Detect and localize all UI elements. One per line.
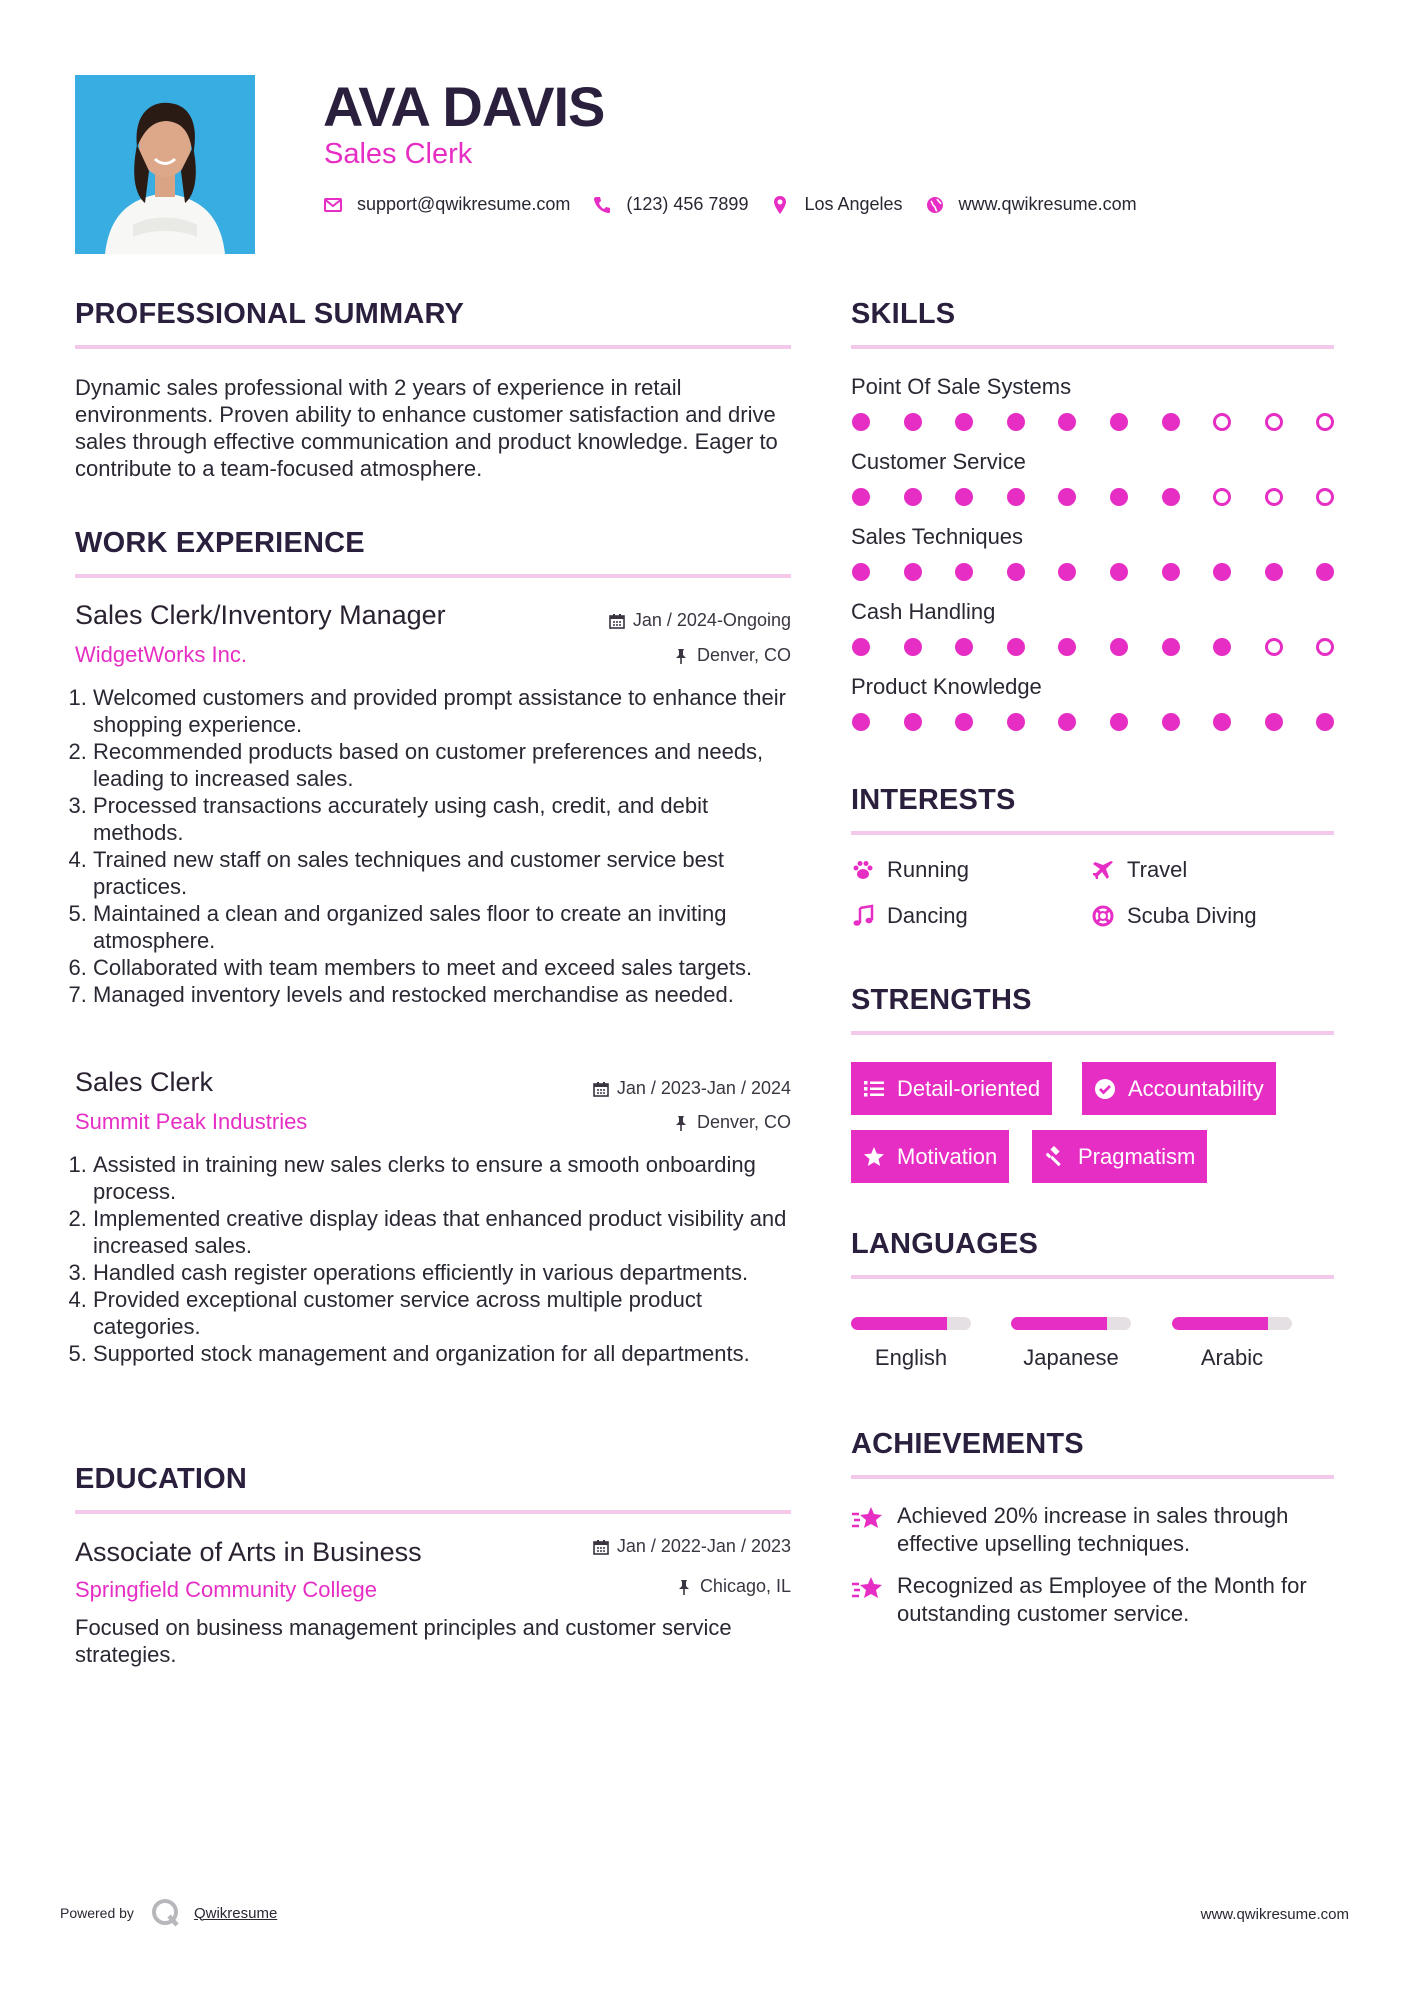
skill-dot-filled [955,488,973,506]
skill-dot-filled [1110,563,1128,581]
strengths-heading: STRENGTHS [851,984,1032,1016]
star-burst-icon [851,1504,885,1534]
skill-dot-filled [852,413,870,431]
contact-email[interactable] [323,194,570,215]
language-level-bar [851,1317,971,1330]
skill-dot-filled [904,488,922,506]
skill-dot-empty [1265,638,1283,656]
interest-item [1091,857,1187,883]
paw-icon [851,858,875,882]
calendar-icon [609,613,625,629]
skill-dot-filled [1162,638,1180,656]
list-item: 1. Welcomed customers and provided prompt assistance to enhance their shopping experience. [93,684,791,738]
interest-label: Travel [1127,857,1188,882]
skill-dot-filled [1213,713,1231,731]
website-text: www.qwikresume.com [958,194,1137,214]
strength-chip [851,1130,1009,1183]
skill-dot-filled [852,488,870,506]
job-location [520,1112,791,1133]
languages-heading: LANGUAGES [851,1228,1039,1260]
phone-text: (123) 456 7899 [626,194,749,214]
education-divider [75,1510,791,1514]
interest-label: Running [887,857,969,882]
skill-dot-filled [955,638,973,656]
language-name: Arabic [1200,1345,1264,1370]
contact-website[interactable] [925,194,1137,215]
achievements-divider [851,1475,1334,1479]
experience-divider [75,574,791,578]
achievement-text: Achieved 20% increase in sales through effective upselling techniques. [897,1503,1289,1556]
skill-dot-filled [1058,488,1076,506]
skill-dot-filled [955,563,973,581]
interests-heading: INTERESTS [851,784,1016,816]
skill-dot-filled [1110,638,1128,656]
skill-dot-filled [1007,413,1025,431]
gavel-icon [1044,1146,1066,1168]
strength-label: Accountability [1128,1075,1264,1101]
skill-dot-filled [1213,563,1231,581]
skill-dot-empty [1213,488,1231,506]
interest-label: Dancing [887,903,968,928]
pushpin-icon [676,1579,692,1595]
education-location [520,1576,791,1597]
skill-dot-filled [852,638,870,656]
phone-icon [592,195,612,215]
skill-dot-filled [1162,713,1180,731]
strength-label: Pragmatism [1078,1143,1196,1169]
contact-bar [323,194,1159,215]
skill-dot-filled [904,413,922,431]
calendar-icon [593,1539,609,1555]
summary-heading: PROFESSIONAL SUMMARY [75,298,465,330]
skill-dot-empty [1213,413,1231,431]
language-level-bar [1172,1317,1292,1330]
job-dates [520,1078,791,1099]
skill-dot-filled [904,713,922,731]
contact-phone[interactable] [592,194,748,215]
interest-item [851,857,969,883]
candidate-name: AVA DAVIS [323,75,605,138]
skill-dot-filled [1213,638,1231,656]
language-level-fill [1011,1317,1107,1330]
job-company: Summit Peak Industries [75,1109,308,1134]
achievement-text: Recognized as Employee of the Month for outstanding customer service. [897,1573,1307,1626]
skill-dot-filled [1265,713,1283,731]
plane-icon [1091,858,1115,882]
education-dates [520,1536,791,1557]
language-level-bar [1011,1317,1131,1330]
language-level-fill [1172,1317,1268,1330]
envelope-icon [323,195,343,215]
email-text: support@qwikresume.com [357,194,571,214]
job-dates-text: Jan / 2024-Ongoing [632,610,791,630]
language-level-fill [851,1317,947,1330]
skill-dot-empty [1316,413,1334,431]
footer-website[interactable]: www.qwikresume.com [1200,1906,1349,1923]
calendar-icon [593,1081,609,1097]
location-text: Los Angeles [804,194,903,214]
education-location-text: Chicago, IL [699,1576,791,1596]
footer-powered-by [60,1897,277,1929]
skill-name: Cash Handling [851,599,996,624]
list-item: 7. Managed inventory levels and restocked merchandise as needed. [93,981,791,1008]
degree-title: Associate of Arts in Business [75,1537,422,1567]
list-item: 5. Maintained a clean and organized sales floor to create an inviting atmosphere. [93,900,791,954]
music-note-icon [851,904,875,928]
school-name: Springfield Community College [75,1577,378,1602]
skill-dot-filled [1162,563,1180,581]
job-title: Sales Clerk/Inventory Manager [75,600,446,630]
skill-dot-filled [904,638,922,656]
skill-dot-empty [1316,488,1334,506]
skill-dot-filled [1162,413,1180,431]
list-item: 1. Assisted in training new sales clerks to ensure a smooth onboarding process. [93,1151,791,1205]
education-heading: EDUCATION [75,1463,248,1495]
star-burst-icon [851,1574,885,1604]
job-location-text: Denver, CO [696,1112,791,1132]
job-bullets [75,684,791,1008]
list-item: 4. Provided exceptional customer service across multiple product categories. [93,1286,791,1340]
summary-text: Dynamic sales professional with 2 years of experience in retail environments. Proven ability to enhance customer satisfaction and drive sales through effective communication and product knowledge. Eager to contribute to a team-focused atmosphere. [75,375,778,481]
check-circle-icon [1094,1078,1116,1100]
skill-rating [852,488,1368,506]
strength-chip [851,1062,1052,1115]
list-item: 3. Processed transactions accurately using cash, credit, and debit methods. [93,792,791,846]
skill-dot-filled [1316,713,1334,731]
interest-label: Scuba Diving [1127,903,1257,928]
list-item: 3. Handled cash register operations efficiently in various departments. [93,1259,791,1286]
skill-dot-empty [1316,638,1334,656]
list-item: 2. Recommended products based on customer preferences and needs, leading to increased sales. [93,738,791,792]
profile-photo-illustration [75,75,255,254]
language-name: English [874,1345,948,1370]
skill-dot-empty [1265,413,1283,431]
languages-divider [851,1275,1334,1279]
contact-location [770,194,902,215]
achievement-item [851,1572,1334,1628]
strength-label: Motivation [897,1143,998,1169]
interest-item [851,903,968,929]
skill-name: Customer Service [851,449,1026,474]
job-company: WidgetWorks Inc. [75,642,247,667]
skill-name: Product Knowledge [851,674,1042,699]
skill-dot-filled [1110,713,1128,731]
list-item: 5. Supported stock management and organization for all departments. [93,1340,791,1367]
skill-dot-filled [1007,713,1025,731]
skill-rating [852,713,1368,731]
education-dates-text: Jan / 2022-Jan / 2023 [616,1536,791,1556]
skill-dot-filled [904,563,922,581]
skill-dot-filled [955,713,973,731]
skill-rating [852,563,1368,581]
education-description: Focused on business management principles and customer service strategies. [75,1615,732,1667]
skill-dot-filled [1265,563,1283,581]
candidate-role: Sales Clerk [324,138,473,170]
list-item: 6. Collaborated with team members to meet and exceed sales targets. [93,954,791,981]
qwikresume-logo-icon [150,1897,182,1929]
skill-dot-filled [1007,638,1025,656]
skill-dot-filled [1110,413,1128,431]
powered-by-label: Powered by [60,1905,134,1921]
strength-chip [1032,1130,1207,1183]
skill-dot-empty [1265,488,1283,506]
interest-item [1091,903,1257,929]
skill-dot-filled [1058,713,1076,731]
job-location [520,645,791,666]
skill-dot-filled [1058,563,1076,581]
skill-dot-filled [1058,413,1076,431]
experience-heading: WORK EXPERIENCE [75,527,365,559]
skill-dot-filled [1162,488,1180,506]
skills-divider [851,345,1334,349]
job-location-text: Denver, CO [696,645,791,665]
list-item: 4. Trained new staff on sales techniques and customer service best practices. [93,846,791,900]
globe-icon [925,195,945,215]
star-icon [863,1146,885,1168]
achievement-item [851,1502,1334,1558]
summary-divider [75,345,791,349]
skill-dot-filled [1316,563,1334,581]
strengths-divider [851,1031,1334,1035]
strength-chip [1082,1062,1276,1115]
skill-dot-filled [1110,488,1128,506]
interests-divider [851,831,1334,835]
pushpin-icon [673,1115,689,1131]
strength-label: Detail-oriented [897,1075,1041,1101]
profile-photo [75,75,255,254]
job-title: Sales Clerk [75,1067,214,1097]
list-icon [863,1078,885,1100]
job-dates-text: Jan / 2023-Jan / 2024 [616,1078,791,1098]
pushpin-icon [673,648,689,664]
skill-dot-filled [852,713,870,731]
achievements-heading: ACHIEVEMENTS [851,1428,1084,1460]
job-dates [520,610,791,631]
skill-dot-filled [955,413,973,431]
skill-rating [852,638,1368,656]
job-bullets [75,1151,791,1367]
skill-dot-filled [1058,638,1076,656]
skill-name: Point Of Sale Systems [851,374,1072,399]
qwikresume-link[interactable]: Qwikresume [193,1904,278,1922]
list-item: 2. Implemented creative display ideas that enhanced product visibility and increased sales. [93,1205,791,1259]
life-ring-icon [1091,904,1115,928]
skill-dot-filled [852,563,870,581]
map-pin-icon [770,195,790,215]
skills-heading: SKILLS [851,298,956,330]
skill-name: Sales Techniques [851,524,1024,549]
skill-dot-filled [1007,563,1025,581]
language-name: Japanese [1023,1345,1119,1370]
skill-dot-filled [1007,488,1025,506]
skill-rating [852,413,1368,431]
